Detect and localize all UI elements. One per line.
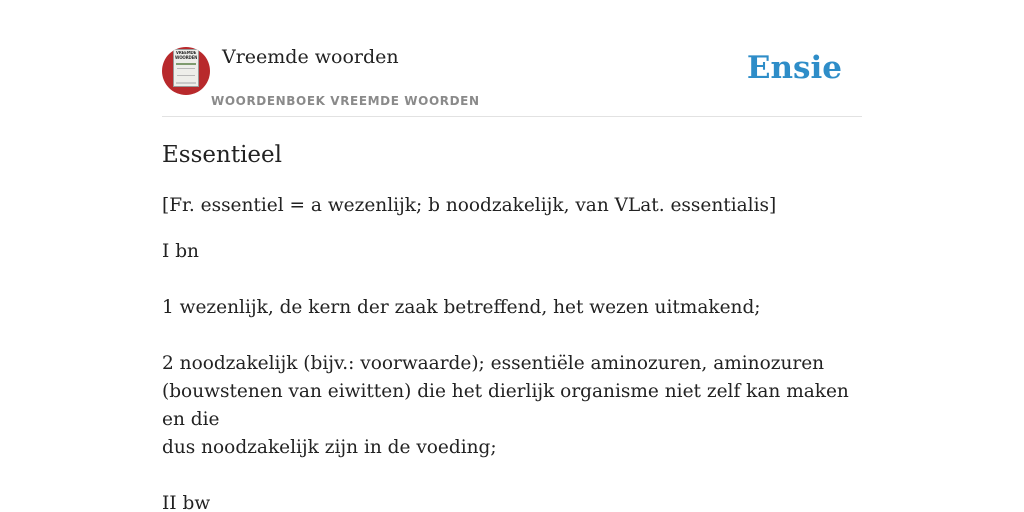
definition-line: 1 wezenlijk, de kern der zaak betreffend, het wezen uitmakend; [162,297,761,318]
book-cover-lines [177,68,195,76]
definition-line [162,266,862,294]
definition-line: II bw [162,493,211,512]
book-cover-band [176,63,196,65]
definition-line: (bouwstenen van eiwitten) die het dierlijk organisme niet zelf kan maken en die [162,381,855,430]
book-cover-title: VREEMDE WOORDEN [175,51,197,60]
entry-title: Essentieel [162,142,282,168]
definition-line: 2 noodzakelijk (bijv.: voorwaarde); essentiële aminozuren, aminozuren [162,353,825,374]
definition-line [162,462,862,490]
site-header [162,0,862,117]
site-name-link[interactable]: Vreemde woorden [222,46,399,68]
book-cover-icon[interactable] [162,47,210,95]
dictionary-entry [162,140,862,512]
entry-etymology: [Fr. essentiel = a wezenlijk; b noodzakelijk, van VLat. essentialis] [162,195,777,216]
site-subtitle: WOORDENBOEK VREEMDE WOORDEN [211,94,480,108]
book-cover [173,49,199,87]
book-cover-footer [176,82,196,84]
definition-line: I bn [162,241,199,262]
definition-line: dus noodzakelijk zijn in de voeding; [162,437,497,458]
definition-line [162,322,862,350]
ensie-logo-link[interactable]: Ensie [746,50,842,86]
entry-definition [162,238,862,512]
